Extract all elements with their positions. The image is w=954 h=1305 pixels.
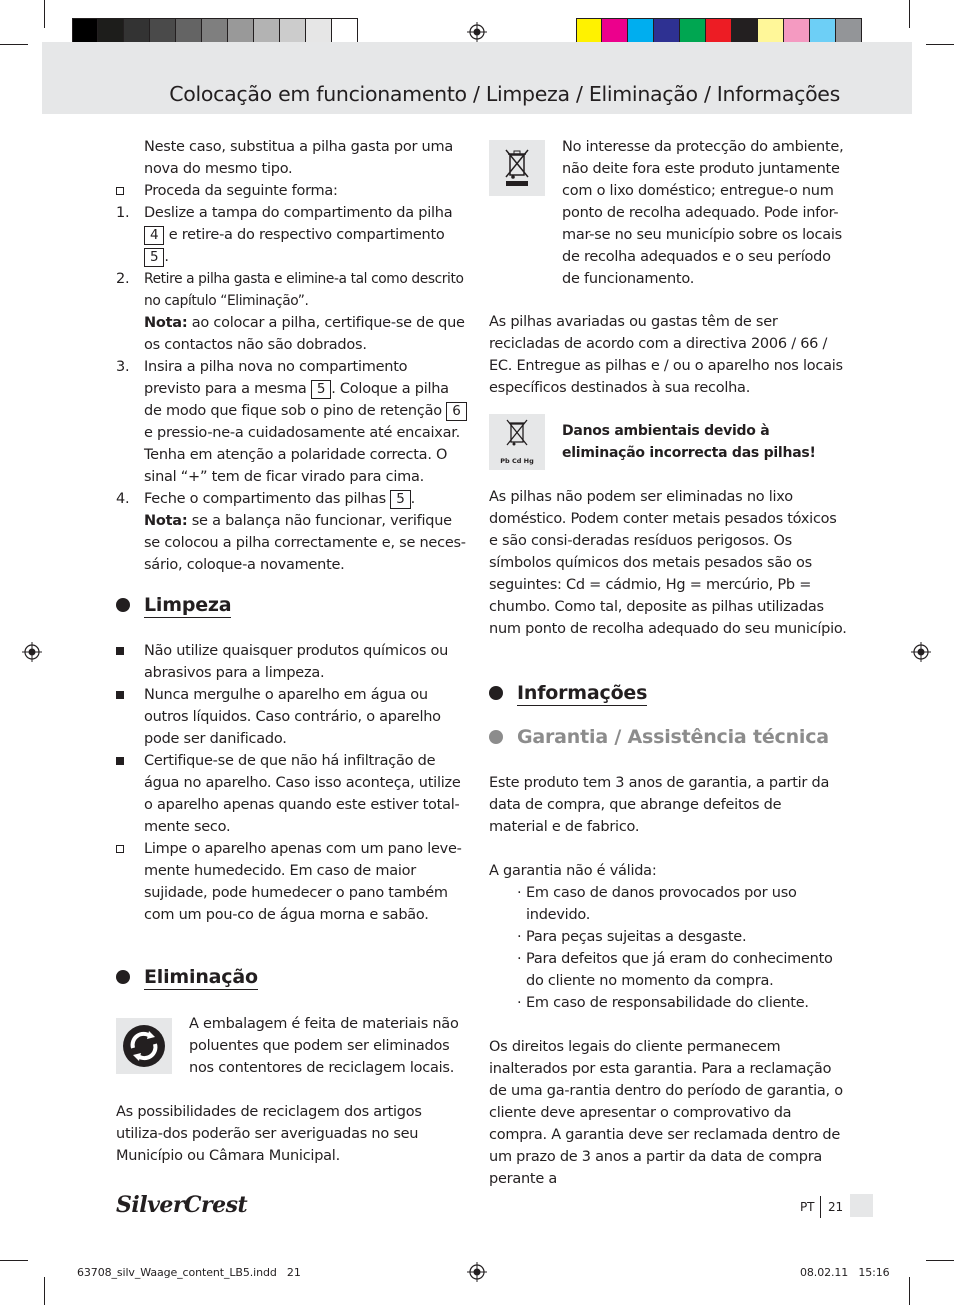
language-code: PT xyxy=(800,1200,815,1214)
green-dot-recycling-icon xyxy=(116,1018,172,1074)
weee-text: No interesse da protecção do ambiente, não deite fora este produto juntamente com o lixo doméstico; entregue-o num ponto de recolha adequado. Pode infor-mar-se no seu município sobre os locais de recolha adequados e o seu período de funcionamento. xyxy=(562,139,844,287)
part-number-box: 5 xyxy=(390,490,410,509)
open-square-bullet-icon xyxy=(116,187,124,195)
recycle-text: As possibilidades de reciclagem dos artigos utiliza-dos poderão ser averiguadas no seu Município ou Câmara Municipal. xyxy=(116,1104,422,1164)
batteries-text: As pilhas avariadas ou gastas têm de ser recicladas de acordo com a directiva 2006 / 66 / EC. Entregue as pilhas e / ou o aparelho nos locais específicos destinados à sua recolha. xyxy=(489,314,843,396)
part-number-box: 5 xyxy=(311,380,331,399)
list-item: · Para defeitos que já eram do conhecimento do cliente no momento da compra. xyxy=(517,951,833,989)
crop-mark xyxy=(44,0,45,28)
page-tab xyxy=(850,1194,873,1217)
crop-mark xyxy=(0,44,28,45)
open-square-bullet-icon xyxy=(116,845,124,853)
intro-text: Neste caso, substitua a pilha gasta por uma nova do mesmo tipo. xyxy=(144,139,453,177)
crop-mark xyxy=(44,1277,45,1305)
list-item: Limpe o aparelho apenas com um pano leve-mente humedecido. Em caso de maior sujidade, pode humedecer o pano também com um pou-co de água morna e sabão. xyxy=(116,838,468,926)
list-item: · Em caso de danos provocados por uso indevido. xyxy=(517,885,797,923)
warning-text: Danos ambientais devido à eliminação incorrecta das pilhas! xyxy=(562,423,816,461)
limpeza-heading: Limpeza xyxy=(116,594,231,616)
step-4: 4. Feche o compartimento das pilhas 5 . Nota: se a balança não funcionar, verifique se colocou a pilha correctamente e, se neces-sário, coloque-a novamente. xyxy=(116,491,466,573)
bullet-dot-icon xyxy=(116,970,130,984)
list-item: · Em caso de responsabilidade do cliente. xyxy=(517,995,809,1011)
bullet-dot-icon xyxy=(489,730,503,744)
step-3: 3. Insira a pilha nova no compartimento previsto para a mesma 5 . Coloque a pilha de modo que fique sob o pino de retenção 6 e pressio-ne-a cuidadosamente até encaixar. Tenha em atenção a polaridade correcta. O sinal “+” tem de ficar virado para cima. xyxy=(116,356,468,488)
step-1: 1. Deslize a tampa do compartimento da pilha 4 e retire-a do respectivo compartimento 5 . xyxy=(116,205,453,265)
part-number-box: 4 xyxy=(144,226,164,245)
crop-mark xyxy=(926,1260,954,1261)
packaging-text: A embalagem é feita de materiais não poluentes que podem ser eliminados nos contentores de reciclagem locais. xyxy=(189,1016,459,1076)
list-item: Proceda da seguinte forma: xyxy=(116,180,468,202)
part-number-box: 5 xyxy=(144,248,164,267)
crossed-bin-icon xyxy=(489,140,545,196)
bullet-dot-icon xyxy=(489,686,503,700)
crop-mark xyxy=(926,44,954,45)
battery-info-text: As pilhas não podem ser eliminadas no lixo doméstico. Podem conter metais pesados tóxicos e são consi-deradas resíduos perigosos. Os símbolos químicos dos metais pesados são os seguintes: Cd = cádmio, Hg = mercúrio, Pb = chumbo. Como tal, deposite as pilhas utilizadas num ponto de recolha adequado do seu município. xyxy=(489,489,847,637)
registration-mark-icon xyxy=(467,1262,487,1282)
list-item: Certifique-se de que não há infiltração de água no aparelho. Caso isso aconteça, utilize o aparelho apenas quando este estiver total-mente seco. xyxy=(116,750,468,838)
page-title: Colocação em funcionamento / Limpeza / Eliminação / Informações xyxy=(169,82,840,106)
filled-square-bullet-icon xyxy=(116,647,124,655)
print-date: 08.02.11 15:16 xyxy=(800,1266,890,1279)
bullet-dot-icon xyxy=(116,598,130,612)
page-number: 21 xyxy=(828,1200,844,1214)
left-column xyxy=(116,136,468,576)
crop-mark xyxy=(909,0,910,28)
warranty-heading: Garantia / Assistência técnica xyxy=(489,726,829,748)
battery-bin-icon: Pb Cd Hg xyxy=(489,414,545,470)
list-item: Nunca mergulhe o aparelho em água ou outros líquidos. Caso contrário, o aparelho pode ser danificado. xyxy=(116,684,468,750)
list-item: Não utilize quaisquer produtos químicos ou abrasivos para a limpeza. xyxy=(116,640,468,684)
filled-square-bullet-icon xyxy=(116,691,124,699)
brand-logo: SilverCrest xyxy=(116,1192,248,1218)
registration-mark-icon xyxy=(467,22,487,42)
footer-divider xyxy=(820,1196,821,1218)
crop-mark xyxy=(0,1260,28,1261)
informacoes-heading: Informações xyxy=(489,682,647,704)
file-info: 63708_silv_Waage_content_LB5.indd 21 xyxy=(77,1266,301,1279)
part-number-box: 6 xyxy=(446,402,466,421)
filled-square-bullet-icon xyxy=(116,757,124,765)
registration-mark-icon xyxy=(911,642,931,662)
eliminacao-heading: Eliminação xyxy=(116,966,258,988)
step-2: 2. Retire a pilha gasta e elimine-a tal como descrito no capítulo “Eliminação”. Nota: ao colocar a pilha, certifique-se de que os contactos não são dobrados. xyxy=(116,271,465,353)
warranty-body: Este produto tem 3 anos de garantia, a partir da data de compra, que abrange defeitos de material e de fabrico. A garantia não é válida: · Em caso de danos provocados por uso indevido. · Para peças sujeitas a desgaste. · Para defeitos que já eram do conhecimento do cliente no momento da compra. · Em caso de responsabilidade do cliente. Os direitos legais do cliente permanecem inalterados por esta garantia. Para a reclamação de uma ga-rantia dentro do período de garantia, o cliente deve apresentar o comprovativo da compra. A garantia deve ser reclamada dentro de um prazo de 3 anos a partir da data de compra perante a xyxy=(489,775,843,1187)
crop-mark xyxy=(909,1277,910,1305)
header-band xyxy=(42,42,912,114)
list-item: · Para peças sujeitas a desgaste. xyxy=(517,929,747,945)
limpeza-list xyxy=(116,640,468,926)
registration-mark-icon xyxy=(22,642,42,662)
